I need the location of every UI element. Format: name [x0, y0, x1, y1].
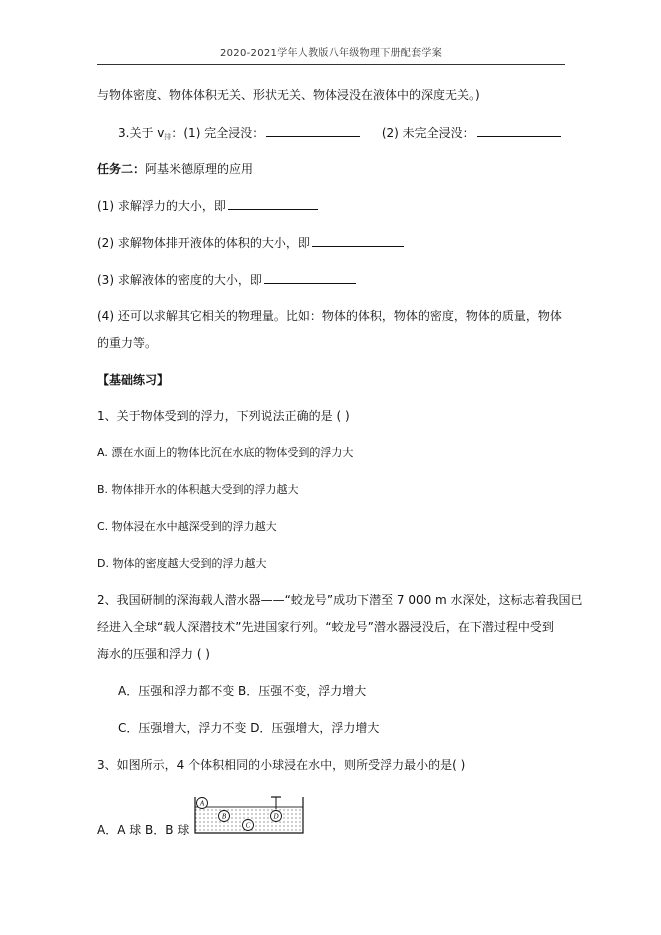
task-2-heading — [97, 161, 253, 177]
text-fragment: ：(1) 完全浸没： — [171, 126, 265, 140]
answer-blank[interactable] — [477, 124, 561, 137]
header-divider — [97, 64, 565, 65]
option-c: C. 物体浸在水中越深受到的浮力越大 — [97, 520, 277, 533]
ball-d — [271, 811, 282, 822]
page-header: 2020-2021学年人教版八年级物理下册配套学案 — [219, 48, 442, 59]
ball-b — [219, 811, 230, 822]
answer-blank[interactable] — [312, 234, 404, 247]
answer-blank[interactable] — [228, 197, 318, 210]
ball-a — [197, 798, 208, 809]
ball-label: B — [221, 812, 227, 821]
question-1: 1、关于物体受到的浮力，下列说法正确的是 ( ) — [97, 409, 350, 423]
question-2-line3: 海水的压强和浮力 ( ) — [97, 647, 210, 661]
text-fragment: (1) 求解浮力的大小，即 — [97, 199, 226, 213]
ball-label: C — [245, 821, 251, 830]
question-3: 3、如图所示，4 个体积相同的小球浸在水中，则所受浮力最小的是( ) — [97, 758, 466, 772]
option-d: D. 物体的密度越大受到的浮力越大 — [97, 557, 267, 570]
text-line: (4) 还可以求解其它相关的物理量。比如：物体的体积，物体的密度，物体的质量，物体 — [97, 309, 562, 323]
option-a: A. 漂在水面上的物体比沉在水底的物体受到的浮力大 — [97, 446, 354, 459]
text-line: 与物体密度、物体体积无关、形状无关、物体浸没在液体中的深度无关。) — [97, 88, 480, 102]
text-line: 的重力等。 — [97, 336, 158, 350]
text-fragment: (3) 求解液体的密度的大小，即 — [97, 273, 262, 287]
subscript: 排 — [164, 133, 172, 141]
text-line — [97, 197, 318, 214]
ball-label: D — [273, 812, 279, 821]
answer-blank[interactable] — [264, 271, 356, 284]
question-2-line1: 2、我国研制的深海载人潜水器——“蛟龙号”成功下潜至 7 000 m 水深处，这标志着我国已 — [97, 593, 583, 607]
question-2-line2: 经进入全球“载人深潜技术”先进国家行列。“蛟龙号”潜水器浸没后，在下潜过程中受到 — [97, 620, 554, 634]
question-2-options-cd: C．压强增大，浮力不变 D．压强增大，浮力增大 — [118, 721, 380, 735]
task-label: 任务二： — [97, 162, 146, 176]
ball-c — [243, 820, 254, 831]
option-b: B. 物体排开水的体积越大受到的浮力越大 — [97, 483, 299, 496]
text-fragment: (2) 未完全浸没： — [381, 126, 475, 140]
text-fragment: 3.关于 v — [118, 126, 165, 140]
section-title: 【基础练习】 — [97, 373, 170, 387]
answer-blank[interactable] — [266, 124, 360, 137]
ball-label: A — [199, 799, 205, 808]
question-3-options: A．A 球 B．B 球 — [97, 823, 190, 837]
water-container-figure — [187, 793, 309, 837]
text-line — [97, 271, 356, 288]
task-text: 阿基米德原理的应用 — [145, 162, 254, 176]
question-2-options-ab: A．压强和浮力都不变 B．压强不变，浮力增大 — [118, 684, 367, 698]
text-fragment: (2) 求解物体排开液体的体积的大小，即 — [97, 236, 310, 250]
text-line — [97, 234, 404, 251]
question-3-volume — [118, 124, 561, 145]
